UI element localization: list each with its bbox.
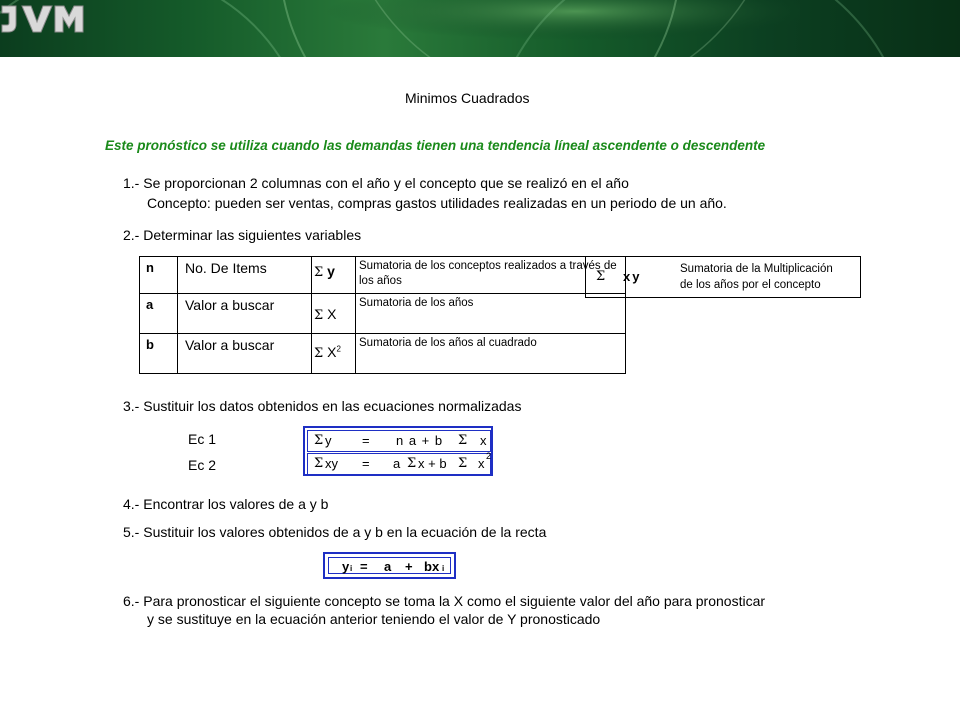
sigma-symbol: Σ xyxy=(314,456,324,471)
var-symbol xyxy=(312,334,356,374)
sigma-symbol: Σ xyxy=(314,265,324,280)
sigma-symbol: Σ xyxy=(314,433,324,448)
var-symbol-text: X xyxy=(327,344,337,360)
var-long-desc-line1: Sumatoria de la Multiplicación xyxy=(680,263,833,275)
step4-text: 4.- Encontrar los valores de a y b xyxy=(123,496,329,512)
eq-subscript: i xyxy=(350,564,353,573)
eq-lhs: y xyxy=(325,433,332,448)
var-long-desc: Sumatoria de los conceptos realizados a través de los años xyxy=(356,257,626,294)
sigma-symbol: Σ xyxy=(458,456,468,471)
var-letter: n xyxy=(140,257,178,294)
sigma-symbol: Σ xyxy=(458,433,468,448)
svg-text:JVM: JVM xyxy=(0,0,2,1)
eq-rhs: n a + b xyxy=(396,433,444,448)
eq-rhs-x: x xyxy=(480,433,487,448)
line-equation xyxy=(328,557,451,574)
var-symbol-text: xy xyxy=(623,269,642,284)
ec1-label: Ec 1 xyxy=(188,431,217,447)
eq-bx: bx xyxy=(424,559,440,574)
var-desc: Valor a buscar xyxy=(178,294,312,334)
step2-text: 2.- Determinar las siguientes variables xyxy=(123,227,362,243)
exponent: 2 xyxy=(486,451,492,461)
sigma-symbol: Σ xyxy=(314,346,324,361)
eq-y: y xyxy=(342,559,350,574)
var-symbol-text: X xyxy=(327,306,337,322)
step6-line1: 6.- Para pronosticar el siguiente concepto se toma la X como el siguiente valor del año para pronosticar xyxy=(123,593,766,609)
step5-text: 5.- Sustituir los valores obtenidos de a y b en la ecuación de la recta xyxy=(123,524,547,540)
sigma-symbol: Σ xyxy=(407,456,417,471)
equations-box xyxy=(303,426,493,476)
var-symbol-text: y xyxy=(327,263,335,279)
table-row xyxy=(140,257,626,294)
var-letter: a xyxy=(140,294,178,334)
eq-a: a xyxy=(384,559,392,574)
var-long-desc: Sumatoria de los años xyxy=(356,294,626,334)
subtitle: Este pronóstico se utiliza cuando las demandas tienen una tendencia líneal ascendente o descendente xyxy=(105,138,766,153)
sigma-symbol: Σ xyxy=(314,308,324,323)
eq-rhs-x2: x xyxy=(478,456,485,471)
equation-1 xyxy=(307,430,491,452)
sigma-symbol: Σ xyxy=(596,269,606,284)
jvm-logo xyxy=(0,0,88,38)
eq-rhs-x: x + b xyxy=(418,456,447,471)
var-symbol xyxy=(312,294,356,334)
page-title: Minimos Cuadrados xyxy=(405,90,530,106)
equation-2 xyxy=(307,453,491,475)
line-equation-box xyxy=(323,552,456,579)
header-banner xyxy=(0,0,960,57)
table-row xyxy=(140,334,626,374)
eq-plus: + xyxy=(405,559,413,574)
step1-line2: Concepto: pueden ser ventas, compras gastos utilidades realizadas en un periodo de un año. xyxy=(147,195,727,211)
exponent: 2 xyxy=(336,344,341,354)
var-symbol xyxy=(312,257,356,294)
table-row xyxy=(140,294,626,334)
ec2-label: Ec 2 xyxy=(188,457,217,473)
step3-text: 3.- Sustituir los datos obtenidos en las ecuaciones normalizadas xyxy=(123,398,522,414)
eq-lhs: xy xyxy=(325,456,338,471)
step6-line2: y se sustituye en la ecuación anterior teniendo el valor de Y pronosticado xyxy=(147,611,601,627)
var-long-desc: Sumatoria de los años al cuadrado xyxy=(356,334,626,374)
variables-table xyxy=(139,256,626,374)
eq-rhs-a: a xyxy=(393,456,401,471)
step1-line1: 1.- Se proporcionan 2 columnas con el año y el concepto que se realizó en el año xyxy=(123,175,629,191)
eq-equals: = xyxy=(360,559,368,574)
banner-decoration xyxy=(0,0,960,57)
var-desc: Valor a buscar xyxy=(178,334,312,374)
var-long-desc-line2: de los años por el concepto xyxy=(680,279,821,291)
var-desc: No. De Items xyxy=(178,257,312,294)
eq-equals: = xyxy=(362,433,370,448)
eq-subscript: i xyxy=(442,564,445,573)
eq-equals: = xyxy=(362,456,370,471)
var-letter: b xyxy=(140,334,178,374)
xy-variable-box xyxy=(585,256,861,298)
